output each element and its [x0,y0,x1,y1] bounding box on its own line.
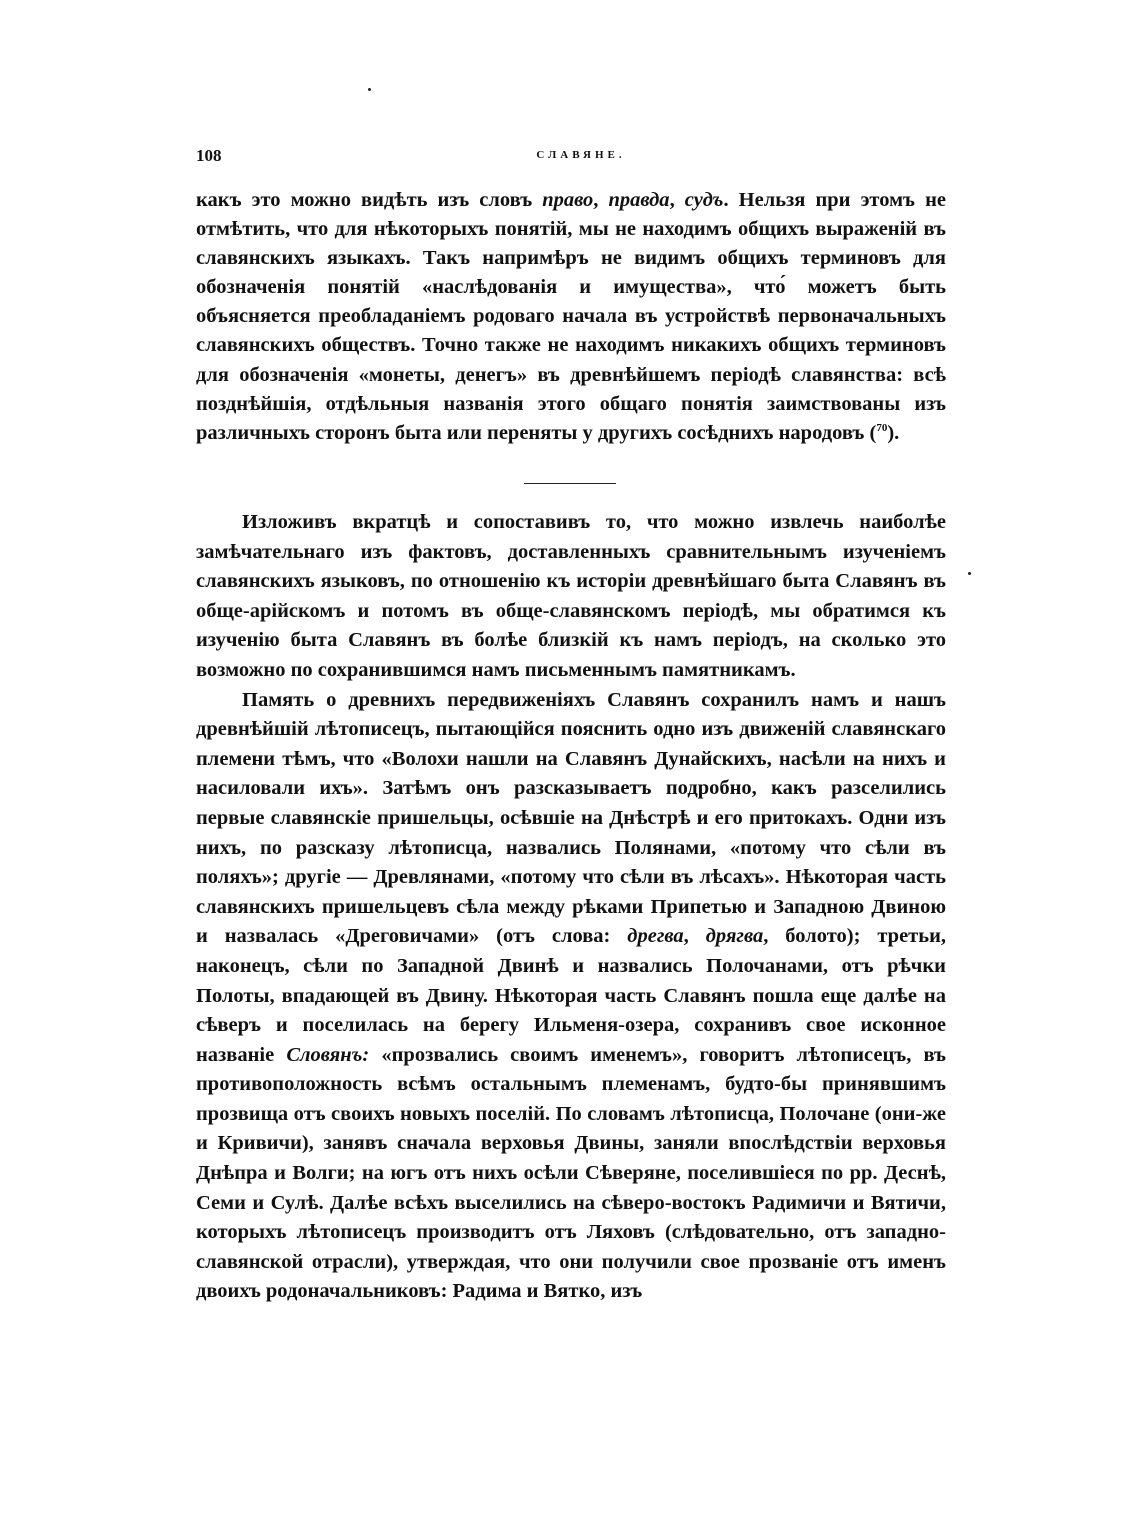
print-speck [968,572,971,575]
text-run: . Нельзя при этомъ не отмѣтить, что для нѣкоторыхъ понятій, мы не находимъ общихъ выраженій въ славянскихъ языкахъ. Такъ напримѣръ не видимъ общихъ терминовъ для обозначенія понятій «наслѣдованія и имущества», что́ можетъ быть объясняется преобладаніемъ родоваго начала въ устройствѣ первоначальныхъ славянскихъ обществъ. Точно также не находимъ никакихъ общихъ терминовъ для обозначенія «монеты, денегъ» въ древнѣйшемъ періодѣ славянства: всѣ позднѣйшія, отдѣльныя названія этого общаго понятія заимствованы изъ различныхъ сторонъ быта или переняты у другихъ сосѣднихъ народовъ ( [196,189,946,444]
text-run: какъ это можно видѣть изъ словъ [196,189,543,211]
section-divider [524,483,616,484]
italic-term: судъ [684,189,724,211]
text-run: Память о древнихъ передвиженіяхъ Славянъ сохранилъ намъ и нашъ древнѣйшій лѣтописецъ, пытающійся пояснить одно изъ движеній славянскаго племени тѣмъ, что «Волохи нашли на Славянъ Дунайскихъ, насѣли на нихъ и насиловали ихъ». Затѣмъ онъ разсказываетъ подробно, какъ разселились первые славянскіе пришельцы, осѣвшіе на Днѣстрѣ и его притокахъ. Одни изъ нихъ, по разсказу лѣтописца, назвались Полянами, «потому что сѣли въ поляхъ»; другіе — Древлянами, «потому что сѣли въ лѣсахъ». Нѣкоторая часть славянскихъ пришельцевъ сѣла между рѣками Припетью и Западною Двиною и назвалась «Дреговичами» (отъ слова: [196,688,946,948]
italic-term: дрегва [627,925,684,948]
italic-term: Словянъ: [286,1043,370,1066]
print-speck [368,88,371,91]
italic-term: правда [608,189,670,211]
running-head: СЛАВЯНЕ. [536,149,626,161]
italic-term: дрягва [705,925,764,948]
text-run: «прозвались своимъ именемъ», говоритъ лѣтописецъ, въ противоположность всѣмъ остальнымъ племенамъ, будто-бы принявшимъ прозвища отъ своихъ новыхъ поселій. По словамъ лѣтописца, Полочане (они-же и Кривичи), занявъ сначала верховья Двины, заняли впослѣдствіи верховья Днѣпра и Волги; на югъ отъ нихъ осѣли Сѣверяне, поселившіеся по рр. Деснѣ, Семи и Сулѣ. Далѣе всѣхъ выселились на сѣверо-востокъ Радимичи и Вятичи, которыхъ лѣтописецъ производитъ отъ Ляховъ (слѣдовательно, отъ западно-славянской отрасли), утверждая, что они получили свое прозваніе отъ именъ двоихъ родоначальниковъ: Радима и Вятко, изъ [196,1043,946,1303]
text-block-main [196,508,946,1307]
footnote-ref: 70 [876,421,888,434]
paragraph [196,686,946,1307]
paragraph: Изложивъ вкратцѣ и сопоставивъ то, что можно извлечь наиболѣе замѣчательнаго изъ фактовъ, доставленныхъ сравнительнымъ изученіемъ славянскихъ языковъ, по отношенію къ исторіи древнѣйшаго быта Славянъ въ обще-арійскомъ и потомъ въ обще-славянскомъ періодѣ, мы обратимся къ изученію быта Славянъ въ болѣе близкій къ намъ періодъ, на сколько это возможно по сохранившимся намъ письменнымъ памятникамъ. [196,511,946,681]
text-run: , [683,925,706,948]
page-number: 108 [196,146,222,165]
paragraph-continuation [196,186,946,448]
text-run: , [669,189,685,211]
italic-term: право [542,189,594,211]
text-run: ). [887,421,900,444]
text-run: , [593,189,609,211]
text-run: , болото); третьи, наконецъ, сѣли по Западной Двинѣ и назвались Полочанами, отъ рѣчки Полоты, впадающей въ Двину. Нѣкоторая часть Славянъ пошла еще далѣе на сѣверъ и поселилась на берегу Ильменя-озера, сохранивъ свое исконное названіе [196,925,947,1066]
page-header [196,146,946,170]
text-block-top [196,186,946,448]
